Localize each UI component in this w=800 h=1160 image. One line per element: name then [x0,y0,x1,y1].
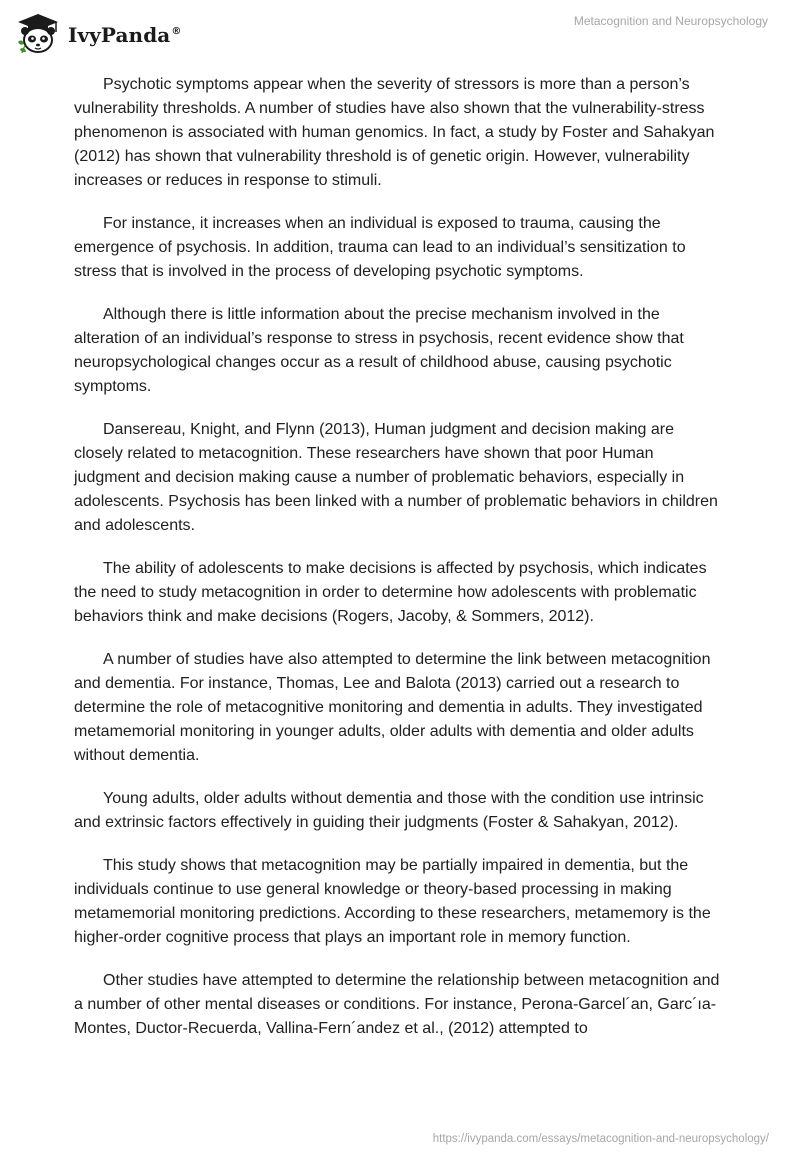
essay-body [74,73,722,1060]
paragraph-6: A number of studies have also attempted to determine the link between metacognition and dementia. For instance, Thomas, Lee and Balota (2013) carried out a research to determine the role of metacognitive monitoring and dementia in adults. They investigated metamemorial monitoring in younger adults, older adults with dementia and older adults without dementia. [74,651,711,764]
paragraph-8: This study shows that metacognition may be partially impaired in dementia, but the individuals continue to use general knowledge or theory-based processing in making metamemorial monitoring predictions. According to these researchers, metamemory is the higher-order cognitive process that plays an important role in memory function. [74,857,711,946]
paragraph-4: Dansereau, Knight, and Flynn (2013), Human judgment and decision making are closely related to metacognition. These researchers have shown that poor Human judgment and decision making cause a number of problematic behaviors, especially in adolescents. Psychosis has been linked with a number of problematic behaviors in children and adolescents. [74,421,718,534]
paragraph-3: Although there is little information about the precise mechanism involved in the alteration of an individual’s response to stress in psychosis, recent evidence show that neuropsychological changes occur as a result of childhood abuse, causing psychotic symptoms. [74,306,684,395]
paragraph-1: Psychotic symptoms appear when the severity of stressors is more than a person’s vulnerability thresholds. A number of studies have also shown that the vulnerability-stress phenomenon is associated with human genomics. In fact, a study by Foster and Sahakyan (2012) has shown that vulnerability threshold is of genetic origin. However, vulnerability increases or reduces in response to stimuli. [74,76,715,189]
paragraph-2: For instance, it increases when an individual is exposed to trauma, causing the emergence of psychosis. In addition, trauma can lead to an individual’s sensitization to stress that is involved in the process of developing psychotic symptoms. [74,215,686,280]
paragraph-7: Young adults, older adults without dementia and those with the condition use intrinsic and extrinsic factors effectively in guiding their judgments (Foster & Sahakyan, 2012). [74,790,704,831]
ivypanda-logo[interactable] [14,12,181,56]
registered-mark: ® [171,26,182,37]
paragraph-5: The ability of adolescents to make decisions is affected by psychosis, which indicates the need to study metacognition in order to determine how adolescents with problematic behaviors think and make decisions (Rogers, Jacoby, & Sommers, 2012). [74,560,707,625]
page-header [0,0,800,70]
source-url-link[interactable]: https://ivypanda.com/essays/metacognition-and-neuropsychology/ [432,1133,769,1145]
brand-name [68,23,181,47]
panda-graduate-icon [14,12,62,56]
document-title: Metacognition and Neuropsychology [573,14,768,28]
paragraph-9: Other studies have attempted to determine the relationship between metacognition and a number of other mental diseases or conditions. For instance, Perona-Garcel´an, Garc´ıa-Montes, Ductor-Recuerda, Vallina-Fern´andez et al., (2012) attempted to [74,972,720,1037]
brand-name-text: IvyPanda [68,23,171,47]
